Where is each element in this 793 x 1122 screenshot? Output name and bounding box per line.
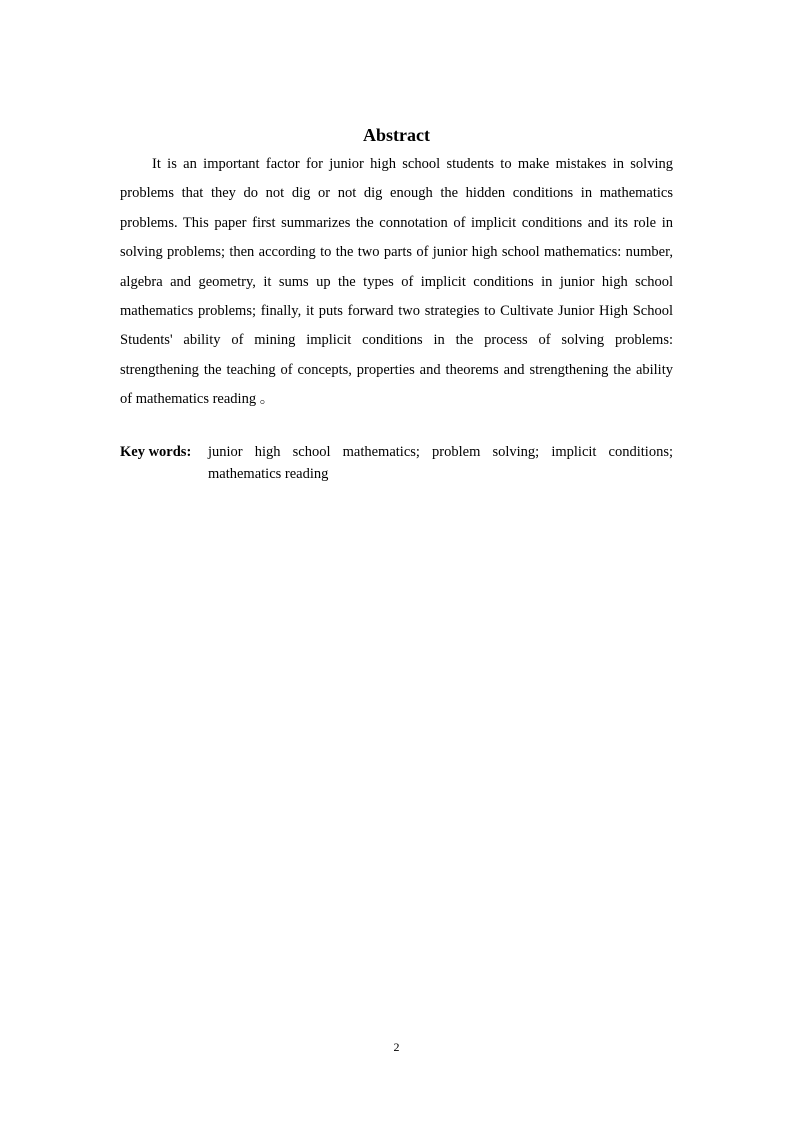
keywords-section bbox=[120, 441, 673, 485]
page-number: 2 bbox=[393, 1040, 400, 1054]
keywords-label: Key words: bbox=[120, 444, 192, 460]
abstract-paragraph: It is an important factor for junior high school students to make mistakes in solving problems that they do not dig or not dig enough the hidden conditions in mathematics problems. This paper first summarizes the connotation of implicit conditions and its role in solving problems; then according to the two parts of junior high school mathematics: number, algebra and geometry, it sums up the types of implicit conditions in junior high school mathematics problems; finally, it puts forward two strategies to Cultivate Junior High School Students' ability of mining implicit conditions in the process of solving problems: strengthening the teaching of concepts, properties and theorems and strengthening the ability of mathematics reading 。 bbox=[120, 156, 673, 408]
keywords-list: junior high school mathematics; problem solving; implicit conditions; mathematics reading bbox=[208, 444, 673, 482]
abstract-heading: Abstract bbox=[363, 125, 430, 145]
